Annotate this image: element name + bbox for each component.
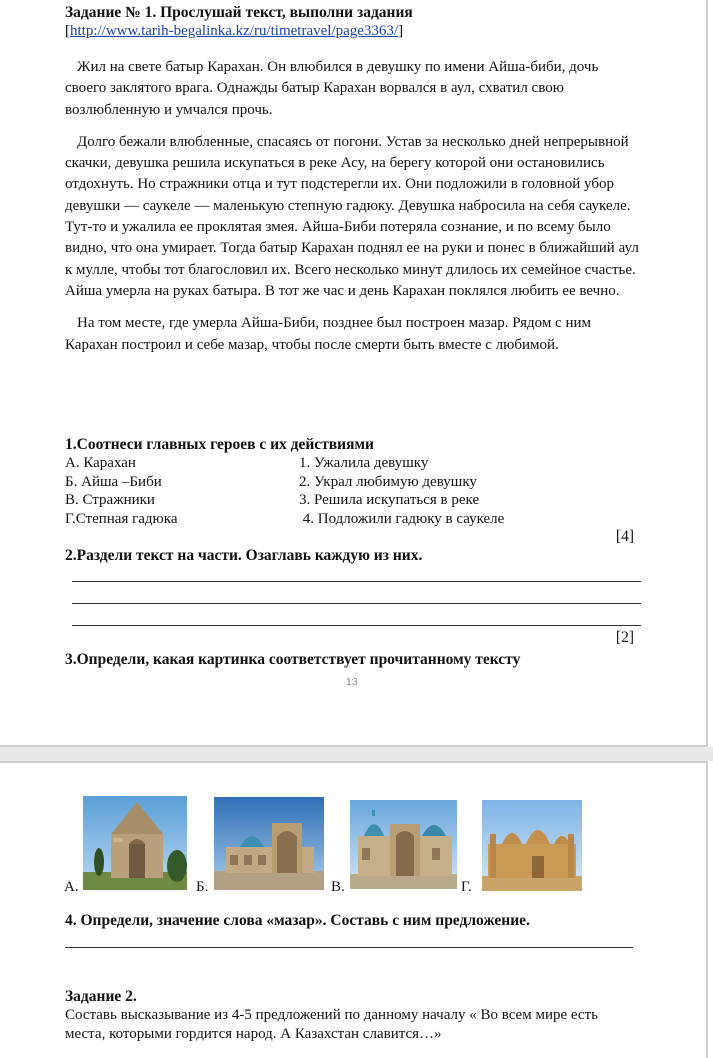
action-item: 1. Ужалила девушку <box>299 455 429 471</box>
answer-line[interactable] <box>72 603 641 604</box>
matching-row <box>65 491 645 510</box>
hero-item: Г.Степная гадюка <box>65 510 178 527</box>
mausoleum-clay-domes-photo[interactable] <box>482 800 582 891</box>
task2-block <box>65 988 635 1043</box>
answer-line[interactable] <box>72 625 641 626</box>
link-open-bracket: [ <box>65 23 70 39</box>
question-3-title: 3.Определи, какая картинка соответствует прочитанному тексту <box>65 651 521 668</box>
action-item: 2. Украл любимую девушку <box>299 473 477 490</box>
task1-title: Задание № 1. Прослушай текст, выполни задания <box>65 4 413 21</box>
action-item: 3. Решила искупаться в реке <box>299 492 480 508</box>
source-link-line <box>65 22 645 40</box>
task2-title: Задание 2. <box>65 988 137 1005</box>
mausoleum-conical-photo[interactable] <box>83 796 187 890</box>
picture-label-d: Г. <box>461 879 472 895</box>
link-close-bracket: ] <box>398 23 404 39</box>
matching-row <box>65 473 645 492</box>
question-2-score: [2] <box>615 629 634 646</box>
task2-text: Составь высказывание из 4-5 предложений по данному началу « Во всем мире есть места, которыми гордится народ. А Казахстан славится…» <box>65 1007 598 1042</box>
hero-item: В. Стражники <box>65 492 155 508</box>
answer-line[interactable] <box>65 947 633 948</box>
question-2-title: 2.Раздели текст на части. Озаглавь каждую из них. <box>65 547 423 564</box>
story-paragraph-2: Долго бежали влюбленные, спасаясь от погони. Устав за несколько дней непрерывной скачки, девушка решила искупаться в реке Асу, на берегу которой они остановились отдохнуть. Но стражники отца и тут подстерегли их. Они подложили в головной убор девушки — саукеле — маленькую степную гадюку. Девушка набросила на себя саукеле. Тут-то и ужалила ее проклятая змея. Айша-Биби потеряла сознание, и по всему было видно, что она умирает. Тогда батыр Карахан поднял ее на руки и понес в ближайший аул к мулле, чтобы тот благословил их. Всего несколько минут длилось их семейное счастье. Айша умерла на руках батыра. В тот же час и день Карахан поклялся любить ее вечно. <box>65 133 639 299</box>
hero-item: Б. Айша –Биби <box>65 473 162 490</box>
matching-table <box>65 454 645 528</box>
task1-header <box>65 4 645 40</box>
matching-row <box>65 510 645 529</box>
mausoleum-blue-dome-photo[interactable] <box>214 797 324 890</box>
page-gap <box>0 747 713 761</box>
matching-row <box>65 454 645 473</box>
picture-label-c: В. <box>331 879 345 895</box>
story-text <box>65 57 643 356</box>
story-paragraph-1: Жил на свете батыр Карахан. Он влюбился в девушку по имени Айша-биби, дочь своего заклятого врага. Однажды батыр Карахан ворвался в аул, схватил свою возлюбленную и умчался прочь. <box>65 59 599 118</box>
answer-line[interactable] <box>72 581 641 582</box>
picture-label-b: Б. <box>196 879 209 895</box>
question-4-title-wrap <box>65 912 645 930</box>
source-link[interactable]: http://www.tarih-begalinka.kz/ru/timetravel/page3363/ <box>70 23 399 39</box>
hero-item: А. Карахан <box>65 455 136 471</box>
story-paragraph-3: На том месте, где умерла Айша-Биби, позднее был построен мазар. Рядом с ним Карахан построил и себе мазар, чтобы после смерти быть вместе с любимой. <box>65 315 592 353</box>
question-3-title-wrap <box>65 651 645 669</box>
action-item: 4. Подложили гадюку в саукеле <box>299 510 505 527</box>
question-2-title-wrap <box>65 547 645 565</box>
mausoleum-twin-domes-photo[interactable] <box>350 800 457 889</box>
page-number: 13 <box>346 676 358 688</box>
question-1-title: 1.Соотнеси главных героев с их действиями <box>65 436 374 453</box>
question-4-title: 4. Определи, значение слова «мазар». Составь с ним предложение. <box>65 912 530 929</box>
question-1-title-wrap <box>65 436 645 454</box>
question-1-score: [4] <box>615 528 634 545</box>
worksheet-page-2 <box>0 761 708 1058</box>
picture-label-a: А. <box>64 879 79 895</box>
